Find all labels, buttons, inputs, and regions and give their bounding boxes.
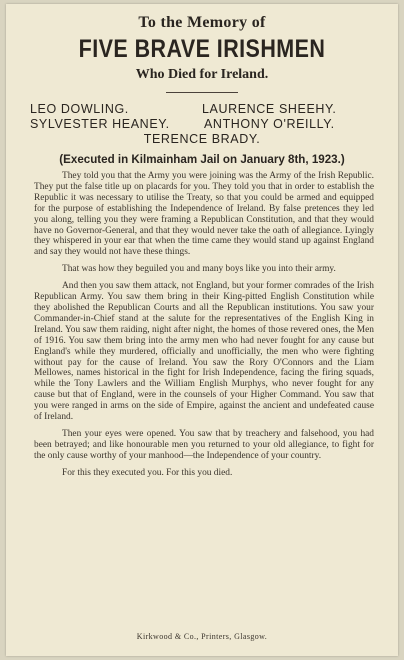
paragraph-1: They told you that the Army you were joining was the Army of the Irish Republic. They put the false title up on placards for you. They told you that in order to establish the Republic it was necessary to utilise the Treaty, so that you could be armed and equipped for the purpose of establishing the Independence of Ireland. By false pretences they led you along, telling you they were framing a Republican Constitution, and that they would have no Governor-General, and that they would never take the oath of allegiance. Lyingly they whispered in your ear that when the time came they would stand up against England and say they would not have these things. — [34, 171, 374, 258]
name-terence-brady: TERENCE BRADY. — [143, 132, 261, 146]
paragraph-3: And then you saw them attack, not England, but your former comrades of the Irish Republican Army. You saw them bring in their King-pitted English Constitution while they abolished the Republican Courts and all the Republican institutions. You saw your Commander-in-Chief stand at the salute for the representatives of the English King in Ireland. You saw them raiding, night after night, the homes of those revered ones, the Men of 1916. You saw them bring into the army men who had never fought for any cause but England's while they murdered, officially and unofficially, the men who were fighting without pay for the cause of Ireland. You saw the Rory O'Connors and the Liam Mellowes, names historical in the fight for Irish Independence, facing the firing squads, while the Tony Lawlers and the William English Murphys, who never fought for any cause but that of England, were in the counsels of your Higher Command. You saw that you were ranged in arms on the side of Empire, against the ancient and undefeated cause of Ireland. — [34, 281, 374, 423]
divider-rule — [166, 92, 238, 93]
name-laurence-sheehy: LAURENCE SHEEHY. — [202, 102, 337, 116]
name-sylvester-heaney: SYLVESTER HEANEY. — [30, 117, 170, 131]
title-line-2: FIVE BRAVE IRISHMEN — [78, 35, 326, 63]
title-line-3: Who Died for Ireland. — [135, 67, 269, 82]
document-sheet — [6, 4, 398, 656]
execution-note: (Executed in Kilmainham Jail on January 8th, 1923.) — [59, 153, 345, 166]
title-line-1: To the Memory of — [138, 14, 266, 31]
name-leo-dowling: LEO DOWLING. — [30, 102, 129, 116]
name-anthony-oreilly: ANTHONY O'REILLY. — [204, 117, 335, 131]
printer-credit: Kirkwood & Co., Printers, Glasgow. — [136, 632, 268, 641]
paragraph-4: Then your eyes were opened. You saw that by treachery and falsehood, you had been betrayed; and like honourable men you returned to your old allegiance, to fight for the only cause worthy of your manhood—the Independence of your country. — [34, 428, 374, 461]
body-text — [34, 171, 374, 485]
paragraph-2: That was how they beguiled you and many boys like you into their army. — [62, 264, 336, 275]
paragraph-5: For this they executed you. For this you died. — [62, 467, 233, 478]
